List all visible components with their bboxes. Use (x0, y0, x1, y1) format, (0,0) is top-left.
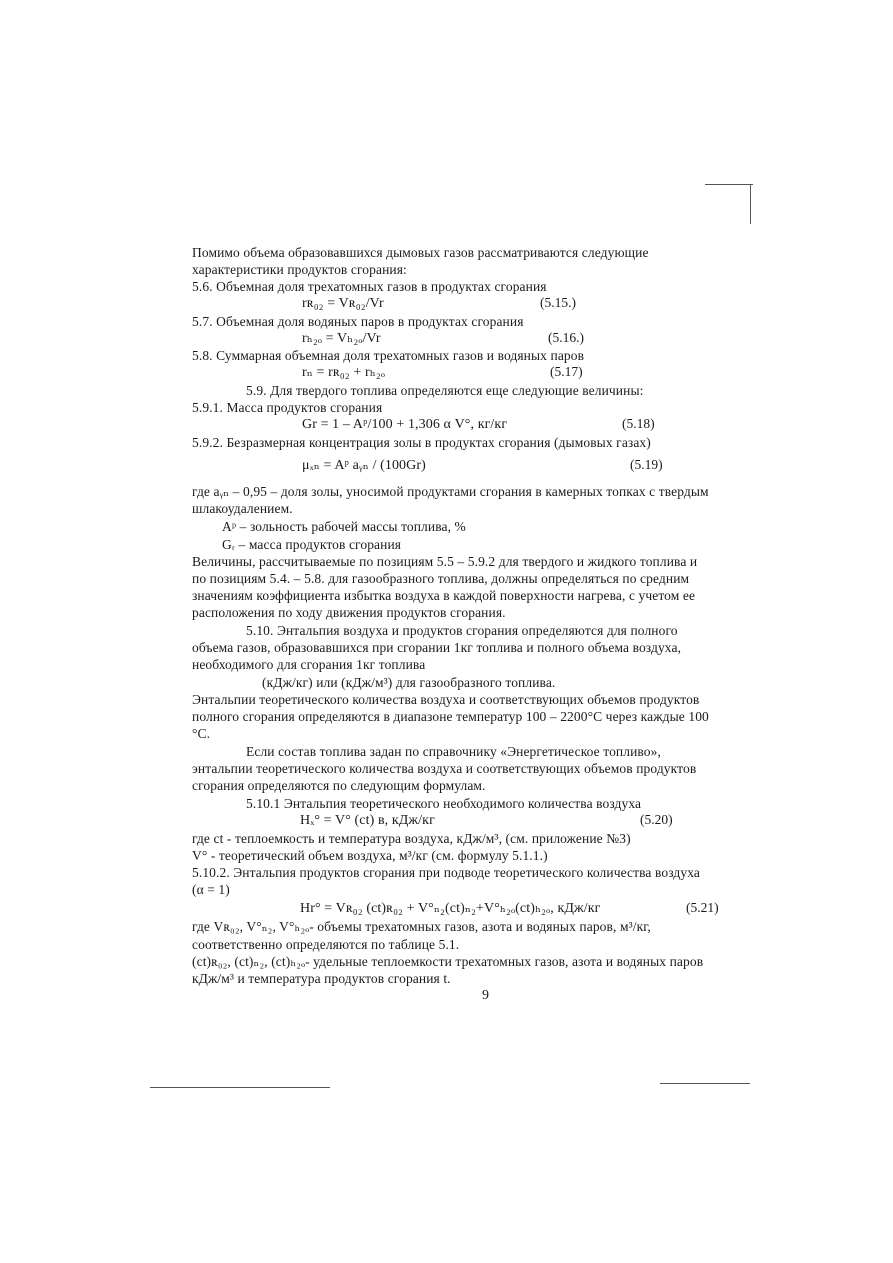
scan-edge-line (660, 1083, 750, 1084)
text-line: (кДж/кг) или (кДж/м³) для газообразного топлива. (262, 675, 556, 690)
text-line: Если состав топлива задан по справочнику «Энергетическое топливо», (246, 744, 661, 759)
section-heading: 5.6. Объемная доля трехатомных газов в продуктах сгорания (192, 279, 547, 294)
section-heading: 5.9.1. Масса продуктов сгорания (192, 400, 383, 415)
section-heading: 5.10. Энтальпия воздуха и продуктов сгорания определяются для полного (246, 623, 678, 638)
equation-number: (5.18) (622, 416, 655, 431)
text-line: расположения по ходу движения продуктов сгорания. (192, 605, 506, 620)
text-line: энтальпии теоретического количества воздуха и соответствующих объемов продуктов (192, 761, 697, 776)
equation-number: (5.21) (686, 900, 719, 915)
formula: rₕ₂ₒ = Vₕ₂ₒ/Vr (302, 331, 381, 346)
text-line: Энтальпии теоретического количества воздуха и соответствующих объемов продуктов (192, 692, 700, 707)
text-line: °С. (192, 726, 211, 741)
scan-edge-line (750, 184, 751, 224)
text-line: полного сгорания определяются в диапазоне температур 100 – 2200°С через каждые 100 (192, 709, 709, 724)
text-line: объема газов, образовавшихся при сгорании 1кг топлива и полного объема воздуха, (192, 640, 682, 655)
section-heading: 5.9.2. Безразмерная концентрация золы в продуктах сгорания (дымовых газах) (192, 435, 651, 450)
text-line: характеристики продуктов сгорания: (192, 262, 407, 277)
equation-number: (5.16.) (548, 330, 584, 345)
text-line: шлакоудалением. (192, 501, 293, 516)
equation-number: (5.19) (630, 457, 663, 472)
formula: Hₓ° = V° (ct) в, кДж/кг (300, 813, 435, 828)
scan-edge-line (705, 184, 753, 185)
text-line: (ct)ʀ₀₂, (ct)ₙ₂, (ct)ₕ₂ₒ- удельные теплоемкости трехатомных газов, азота и водяных паров (192, 954, 704, 969)
text-line: где aᵧₙ – 0,95 – доля золы, уносимой продуктами сгорания в камерных топках с твердым (192, 484, 709, 499)
text-line: Aᵖ – зольность рабочей массы топлива, % (222, 519, 466, 534)
section-heading: 5.8. Суммарная объемная доля трехатомных газов и водяных паров (192, 348, 585, 363)
equation-number: (5.20) (640, 812, 673, 827)
text-line: Помимо объема образовавшихся дымовых газов рассматриваются следующие (192, 245, 649, 260)
text-line: соответственно определяются по таблице 5.1. (192, 937, 460, 952)
text-line: по позициям 5.4. – 5.8. для газообразного топлива, должны определяться по средним (192, 571, 690, 586)
section-heading: 5.7. Объемная доля водяных паров в продуктах сгорания (192, 314, 524, 329)
text-line: кДж/м³ и температура продуктов сгорания t. (192, 971, 451, 986)
text-line: где ct - теплоемкость и температура воздуха, кДж/м³, (см. приложение №3) (192, 831, 631, 846)
text-line: Gᵣ – масса продуктов сгорания (222, 537, 402, 552)
equation-number: (5.15.) (540, 295, 576, 310)
text-line: значениям коэффициента избытка воздуха в каждой поверхности нагрева, с учетом ее (192, 588, 696, 603)
page-number: 9 (482, 988, 489, 1003)
text-line: необходимого для сгорания 1кг топлива (192, 657, 426, 672)
formula: rʀ₀₂ = Vʀ₀₂/Vr (302, 296, 384, 311)
text-line: Величины, рассчитываемые по позициям 5.5 – 5.9.2 для твердого и жидкого топлива и (192, 554, 698, 569)
section-heading: 5.10.2. Энтальпия продуктов сгорания при подводе теоретического количества воздуха (192, 865, 700, 880)
text-line: (α = 1) (192, 882, 230, 897)
text-line: где Vʀ₀₂, V°ₙ₂, V°ₕ₂ₒ- объемы трехатомных газов, азота и водяных паров, м³/кг, (192, 919, 651, 934)
scan-edge-line (150, 1087, 330, 1088)
text-line: сгорания определяются по следующим формулам. (192, 778, 486, 793)
equation-number: (5.17) (550, 364, 583, 379)
text-line: V° - теоретический объем воздуха, м³/кг (см. формулу 5.1.1.) (192, 848, 548, 863)
formula: Hr° = Vʀ₀₂ (ct)ʀ₀₂ + V°ₙ₂(ct)ₙ₂+V°ₕ₂ₒ(ct)ₕ₂ₒ, кДж/кг (300, 901, 601, 916)
formula: μₓₙ = Aᵖ aᵧₙ / (100Gr) (302, 458, 426, 473)
formula: Gr = 1 – Aᵖ/100 + 1,306 α V°, кг/кг (302, 417, 508, 432)
section-heading: 5.10.1 Энтальпия теоретического необходимого количества воздуха (246, 796, 642, 811)
section-heading: 5.9. Для твердого топлива определяются еще следующие величины: (246, 383, 644, 398)
formula: rₙ = rʀ₀₂ + rₕ₂ₒ (302, 365, 385, 380)
